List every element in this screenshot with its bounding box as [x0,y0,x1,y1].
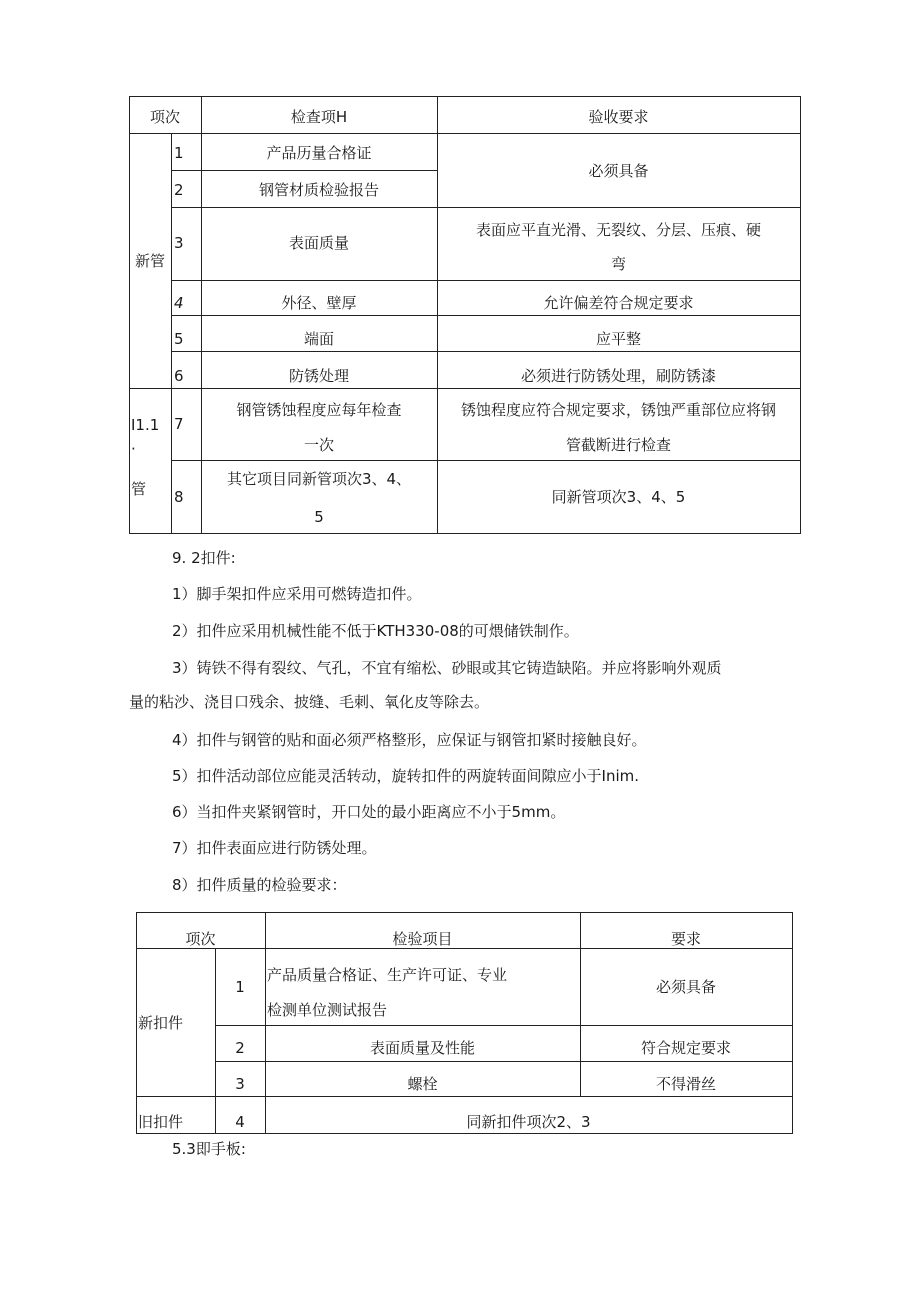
table1-row3-no: 3 [174,234,184,252]
table1-header-index: 项次 [149,108,180,126]
table1-row6-no: 6 [174,367,184,385]
table1-row3-item: 表面质量 [288,234,349,252]
table1-group-old-pipe-dot: · [131,440,136,458]
paragraph-3-continued: 量的粘沙、浇目口残余、披缝、毛刺、氧化皮等除去。 [129,693,490,711]
table1-row5-no: 5 [174,330,184,348]
table1-row2-no: 2 [174,181,184,199]
table1-row3-requirement-line2: 弯 [610,255,626,273]
table1-row4-item: 外径、壁厚 [281,294,357,312]
table1-row8-item-line1: 其它项目同新管项次3、4、 [226,470,412,488]
table1-row7-item-line1: 钢管锈蚀程度应每年检查 [236,401,402,419]
paragraph-6: 6）当扣件夹紧钢管时，开口处的最小距离应不小于5mm。 [172,803,566,821]
table1-row7-item-line2: 一次 [303,436,334,454]
table1-group-old-pipe-label: I1.1 [131,416,160,434]
table1-header-item: 检查项H [290,108,348,126]
table1-header-requirement: 验收要求 [588,108,649,126]
table1-row1-no: 1 [174,144,184,162]
table2-row3-no: 3 [235,1075,245,1093]
table1-row6-requirement: 必须进行防锈处理，刷防锈漆 [520,367,716,385]
table2-group-new-fastener: 新扣件 [138,1014,184,1032]
table1-row8-requirement: 同新管项次3、4、5 [551,488,686,506]
paragraph-2: 2）扣件应采用机械性能不低于KTH330-08的可煨储铁制作。 [172,622,579,640]
table1-row4-no: 4 [174,294,184,312]
table1-group-new-pipe: 新管 [134,252,165,270]
table1-row7-requirement-line1: 锈蚀程度应符合规定要求，锈蚀严重部位应将钢 [460,401,776,419]
table1-row3-requirement-line1: 表面应平直光滑、无裂纹、分层、压痕、硬 [475,221,761,239]
table2-row4-no: 4 [235,1113,245,1131]
paragraph-8: 8）扣件质量的检验要求： [172,876,347,894]
table2-row1-requirement: 必须具备 [655,978,716,996]
table1-group-old-pipe-char: 管 [131,480,147,498]
paragraph-5: 5）扣件活动部位应能灵活转动，旋转扣件的两旋转面间隙应小于Inim. [172,767,640,785]
table2-row4-merged-requirement: 同新扣件项次2、3 [466,1113,591,1131]
table2-row1-item-line1: 产品质量合格证、生产许可证、专业 [267,966,508,984]
table2-row2-requirement: 符合规定要求 [640,1039,731,1057]
table2-group-old-fastener: 旧扣件 [138,1113,184,1131]
table2-header-item: 检验项目 [392,930,453,948]
paragraph-4: 4）扣件与钢管的贴和面必须严格整形，应保证与钢管扣紧时接触良好。 [172,731,647,749]
table2-row2-no: 2 [235,1039,245,1057]
table1-row5-item: 端面 [303,330,334,348]
table1-row4-requirement: 允许偏差符合规定要求 [543,294,694,312]
table1-row6-item: 防锈处理 [288,367,349,385]
section-heading-fasteners: 9. 2扣件: [172,549,236,567]
table2-header-requirement: 要求 [670,930,701,948]
table2-header-index: 项次 [185,930,216,948]
paragraph-3: 3）铸铁不得有裂纹、气孔，不宜有缩松、砂眼或其它铸造缺陷。并应将影响外观质 [172,659,722,677]
footer-heading-scaffold-board: 5.3即手板: [172,1140,246,1158]
table1-row8-item-line2: 5 [314,508,324,526]
table2-row3-requirement: 不得滑丝 [655,1075,716,1093]
table1-row7-requirement-line2: 管截断进行检查 [565,436,671,454]
paragraph-7: 7）扣件表面应进行防锈处理。 [172,839,377,857]
table1-row8-no: 8 [174,488,184,506]
table1-row5-requirement: 应平整 [595,330,641,348]
table2-row3-item: 螺栓 [407,1075,438,1093]
paragraph-1: 1）脚手架扣件应采用可燃铸造扣件。 [172,585,422,603]
table2-row1-item-line2: 检测单位测试报告 [267,1001,388,1019]
table2-row2-item: 表面质量及性能 [369,1039,475,1057]
table1-row1-item: 产品历量合格证 [266,144,372,162]
table1-row7-no: 7 [174,415,184,433]
table1-row2-item: 钢管材质检验报告 [258,181,379,199]
table2-row1-no: 1 [235,978,245,996]
table1-row1-2-requirement: 必须具备 [588,162,649,180]
